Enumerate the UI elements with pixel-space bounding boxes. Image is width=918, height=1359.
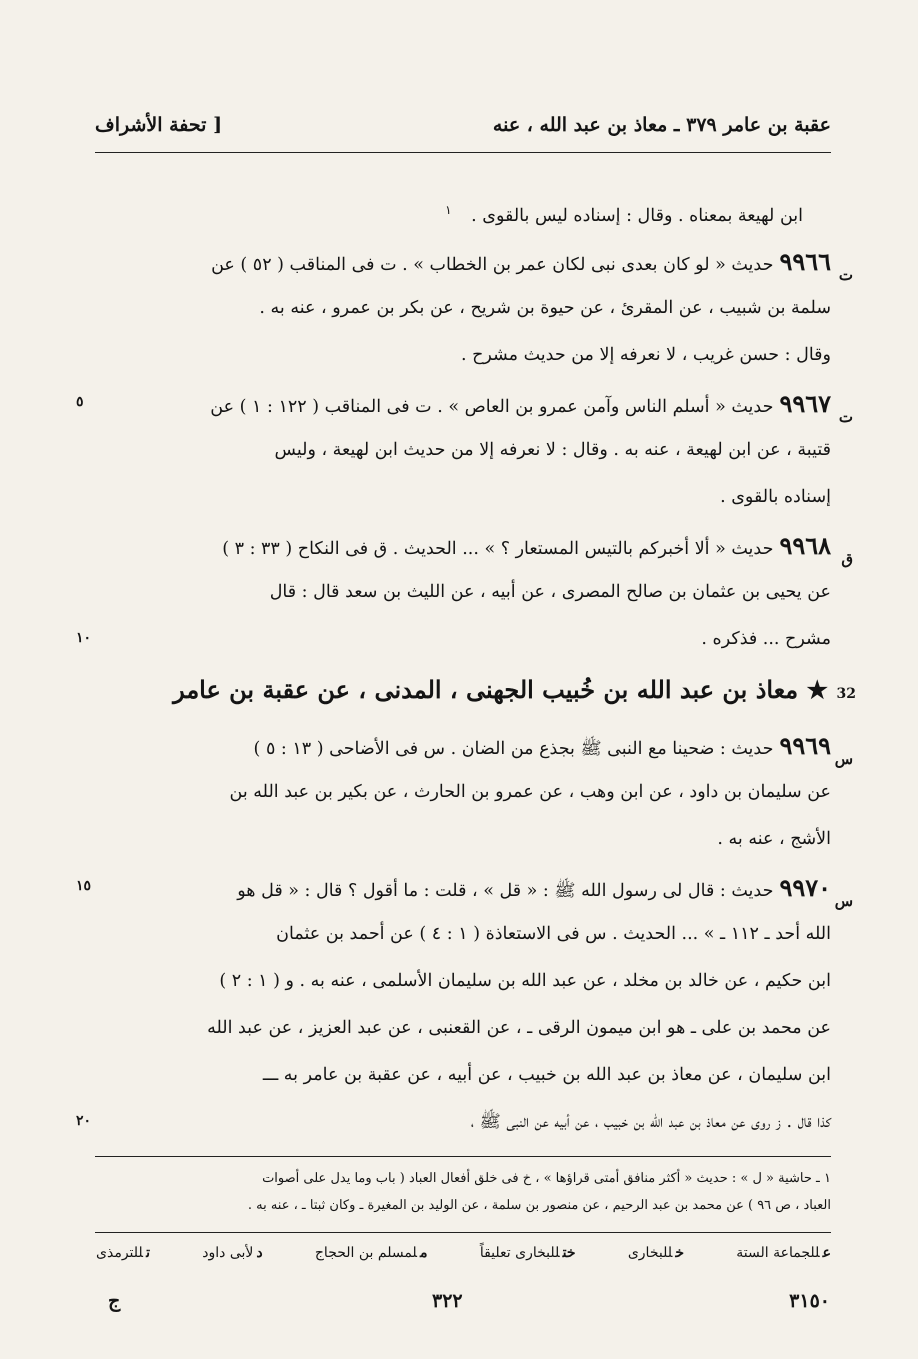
entry-line: عن يحيى بن عثمان بن صالح المصرى ، عن أبيه ، عن الليث بن سعد قال : قال [269,582,831,602]
footnote-line: ١ ـ حاشية « ل » : حديث « أكثر منافق أمتى قراؤها » ، خ فى خلق أفعال العباد ( باب وما يدل على أصوات [262,1171,831,1186]
hadith-entry [96,380,853,521]
volume-letter: ج [108,1290,121,1312]
entry-line: حديث : قال لى رسول الله ﷺ : « قل » ، قلت : ما أقول ؟ قال : « قل هو [237,881,774,901]
legend-item: عللجماعة الستة [736,1245,831,1261]
hadith-entry [96,864,853,1146]
intro-paragraph [96,187,831,234]
entry-number: ٩٩٦٧ [779,389,831,418]
legend-rule [95,1232,831,1233]
footnote-ref: ١ [445,203,452,217]
entry-line: عن محمد بن على ـ هو ابن ميمون الرقى ـ ، عن القعنبى ، عن عبد العزيز ، عن عبد الله [207,1018,831,1038]
entry-siglum: س [834,892,853,910]
header-title: عقبة بن عامر ٣٧٩ ـ معاذ بن عبد الله ، عنه [492,114,831,136]
entry-line: حديث « أسلم الناس وآمن عمرو بن العاص » . ت فى المناقب ( ١٢٢ : ١ ) عن [210,397,774,417]
sequence-number: ٣١٥٠ [789,1290,830,1312]
section-heading: ★ معاذ بن عبد الله بن خُبيب الجهنى ، المدنى ، عن عقبة بن عامر [173,675,828,704]
line-number-marker: ١٥ [76,878,92,894]
entry-line: كذا قال . ز روى عن معاذ بن عبد الله بن خبيب ، عن أبيه عن النبى ﷺ ، [470,1112,831,1132]
hadith-entry [96,522,853,663]
hadith-entry [96,722,853,863]
footnote [96,1165,831,1219]
legend-item: خللبخارى [627,1245,684,1261]
footnote-line: العباد ، ص ٩٦ ) عن محمد بن عبد الرحيم ، عن منصور بن سلمة ، عن الوليد بن المغيرة ـ وكان ثبتا ـ ، عنه به . [247,1198,831,1213]
entry-siglum: ت [838,408,853,426]
entry-line: قتيبة ، عن ابن لهيعة ، عنه به . وقال : لا نعرفه إلا من حديث ابن لهيعة ، وليس [274,440,831,460]
entry-line: عن سليمان بن داود ، عن ابن وهب ، عن عمرو بن الحارث ، عن بكير بن عبد الله بن [229,782,831,802]
entry-line: وقال : حسن غريب ، لا نعرفه إلا من حديث مشرح . [460,345,831,365]
entry-line: سلمة بن شبيب ، عن المقرئ ، عن حيوة بن شريح ، عن بكر بن عمرو ، عنه به . [259,298,831,318]
entry-siglum: ت [838,266,853,284]
intro-text: ابن لهيعة بمعناه . وقال : إسناده ليس بالقوى . [471,205,803,226]
entry-line: حديث « ألا أخبركم بالتيس المستعار ؟ » ... الحديث . ق فى النكاح ( ٣٣ : ٣ ) [222,539,774,559]
entry-line: حديث : ضحينا مع النبى ﷺ بجذع من الضان . س فى الأضاحى ( ١٣ : ٥ ) [253,739,774,759]
entry-number: ٩٩٦٨ [779,531,831,560]
section-marker: 32 [836,686,856,702]
entry-siglum: ق [841,550,853,568]
entry-line: ابن حكيم ، عن خالد بن مخلد ، عن عبد الله بن سليمان الأسلمى ، عنه به . و ( ١ : ٢ ) [219,971,831,991]
entry-line: حديث « لو كان بعدى نبى لكان عمر بن الخطاب » . ت فى المناقب ( ٥٢ ) عن [211,255,774,275]
legend-item: ختللبخارى تعليقاً [479,1245,576,1261]
siglum-legend [96,1245,831,1261]
running-header [95,108,831,148]
entry-line: إسناده بالقوى . [720,487,831,507]
line-number-marker: ١٠ [76,630,92,646]
hadith-entry [96,238,853,379]
entry-line: ابن سليمان ، عن معاذ بن عبد الله بن خبيب ، عن أبيه ، عن عقبة بن عامر به ـــ [262,1065,831,1085]
legend-item: دلأبى داود [202,1245,263,1261]
footnote-rule [95,1156,831,1157]
entry-siglum: س [834,750,853,768]
entry-line: الله أحد ـ ١١٢ ـ » ... الحديث . س فى الاستعاذة ( ١ : ٤ ) عن أحمد بن عثمان [276,924,831,944]
entry-line: مشرح ... فذكره . [701,629,831,649]
legend-item: تللترمذى [96,1245,150,1261]
entry-number: ٩٩٦٦ [779,247,831,276]
line-number-marker: ٥ [76,394,84,410]
page-number: ٣٢٢ [432,1290,463,1312]
entry-number: ٩٩٧٠ [779,873,831,902]
header-book-name: [ تحفة الأشراف [95,114,223,136]
entry-line: الأشج ، عنه به . [717,829,831,849]
line-number-marker: ٢٠ [76,1113,92,1129]
header-rule [95,152,831,153]
legend-item: ملمسلم بن الحجاج [314,1245,428,1261]
entry-number: ٩٩٦٩ [779,731,831,760]
